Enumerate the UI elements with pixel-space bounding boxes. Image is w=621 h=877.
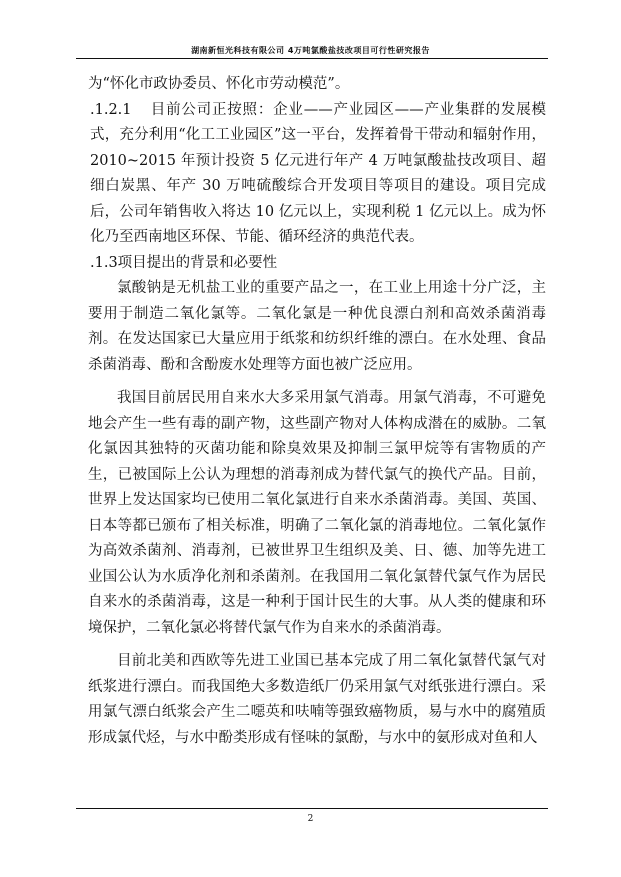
section-number: .1.2.1 — [90, 101, 132, 118]
document-body — [88, 72, 546, 751]
section-text: 目前公司正按照：企业——产业园区——产业集群的发展模式，充分利用“化工工业园区”这一平台，发挥着骨干带动和辐射作用，2010~2015 年预计投资 5 亿元进行年产 4 万吨氯酸盐技改项目、超细白炭黑、年产 30 万吨硫酸综合开发项目等项目的建设。项目完成后，公司年销售收入将达 10 亿元以上，实现利税 1 亿元以上。成为怀化乃至西南地区环保、节能、循环经济的典范代表。 — [90, 101, 546, 245]
page-number: 2 — [307, 814, 314, 824]
opening-line: 为“怀化市政协委员、怀化市劳动模范”。 — [88, 76, 350, 92]
paragraph: 目前北美和西欧等先进工业国已基本完成了用二氧化氯替代氯气对纸浆进行漂白。而我国绝大多数造纸厂仍采用氯气对纸张进行漂白。采用氯气漂白纸浆会产生二噁英和呋喃等强致癌物质，易与水中的腐殖质形成氯代烃，与水中酚类形成有怪味的氯酚，与水中的氨形成对鱼和人 — [88, 653, 546, 746]
paragraph: 我国目前居民用自来水大多采用氯气消毒。用氯气消毒，不可避免地会产生一些有毒的副产物，这些副产物对人体构成潜在的威胁。二氧化氯因其独特的灭菌功能和除臭效果及抑制三氯甲烷等有害物质的产生，已被国际上公认为理想的消毒剂成为替代氯气的换代产品。目前，世界上发达国家均已使用二氧化氯进行自来水杀菌消毒。美国、英国、日本等都已颁布了相关标准，明确了二氧化氯的消毒地位。二氧化氯作为高效杀菌剂、消毒剂，已被世界卫生组织及美、日、德、加等先进工业国公认为水质净化剂和杀菌剂。在我国用二氧化氯替代氯气作为居民自来水的杀菌消毒，这是一种利于国计民生的大事。从人类的健康和环境保护，二氧化氯必将替代氯气作为自来水的杀菌消毒。 — [88, 390, 546, 636]
section-1-2-1 — [90, 98, 546, 251]
header-divider — [76, 58, 548, 59]
footer-divider — [76, 808, 548, 809]
section-heading-1-3: .1.3项目提出的背景和必要性 — [90, 254, 278, 271]
paragraph: 氯酸钠是无机盐工业的重要产品之一，在工业上用途十分广泛，主要用于制造二氧化氯等。二氧化氯是一种优良漂白剂和高效杀菌消毒剂。在发达国家已大量应用于纸浆和纺织纤维的漂白。在水处理、食品杀菌消毒、酚和含酚废水处理等方面也被广泛应用。 — [88, 280, 546, 373]
document-header-title: 湖南新恒光科技有限公司 4万吨氯酸盐技改项目可行性研究报告 — [191, 46, 430, 55]
